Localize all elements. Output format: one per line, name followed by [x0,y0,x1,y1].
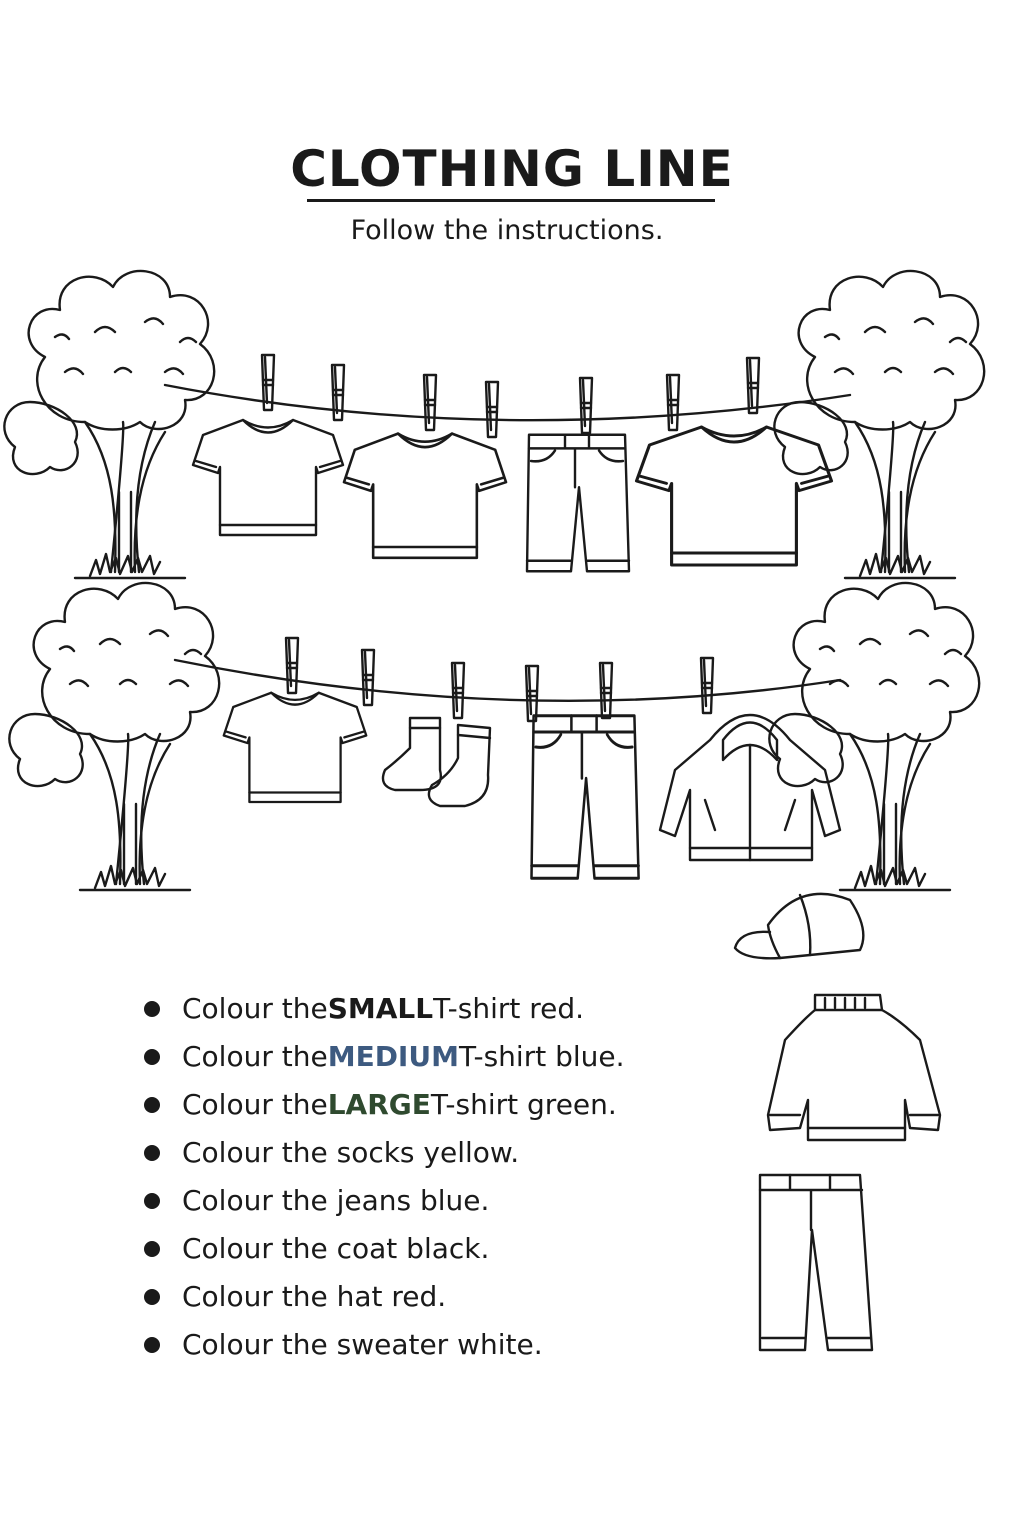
size-keyword: LARGE [327,1088,431,1121]
bullet-icon [144,1145,160,1161]
bullet-icon [144,1241,160,1257]
bullet-icon [144,1097,160,1113]
size-keyword: MEDIUM [327,1040,459,1073]
instruction-item: Colour the coat black. [140,1225,720,1273]
bullet-icon [144,1337,160,1353]
trousers-icon [760,1175,872,1350]
page-title: CLOTHING LINE [290,140,734,198]
instructions-list [140,985,720,1369]
bullet-icon [144,1193,160,1209]
instruction-item: Colour the socks yellow. [140,1129,720,1177]
size-keyword: SMALL [327,992,434,1025]
bullet-icon [144,1049,160,1065]
bullet-icon [144,1289,160,1305]
bullet-icon [144,1001,160,1017]
hat-icon [735,894,863,958]
instruction-item: Colour the MEDIUM T-shirt blue. [140,1033,720,1081]
instruction-item: Colour the LARGE T-shirt green. [140,1081,720,1129]
sweater-icon [768,995,940,1140]
small-tshirt [193,420,343,535]
subtitle: Follow the instructions. [350,215,664,246]
instruction-item: Colour the SMALL T-shirt red. [140,985,720,1033]
instruction-item: Colour the sweater white. [140,1321,720,1369]
instruction-item: Colour the jeans blue. [140,1177,720,1225]
instruction-item: Colour the hat red. [140,1273,720,1321]
